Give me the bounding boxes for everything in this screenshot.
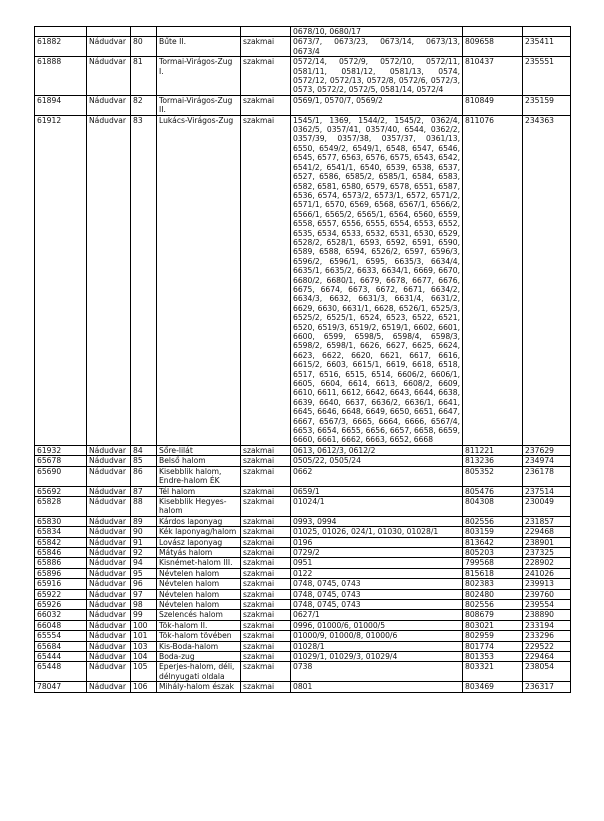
- table-row: [35, 568, 571, 578]
- site-name-cell: Lovász laponyag: [157, 537, 241, 547]
- serial-cell: 101: [131, 631, 157, 641]
- settlement-cell: Nádudvar: [87, 631, 131, 641]
- eov-x-cell: 236178: [523, 466, 571, 486]
- site-id-cell: 65444: [35, 652, 87, 662]
- serial-cell: 94: [131, 558, 157, 568]
- site-id-cell: 65926: [35, 599, 87, 609]
- eov-x-cell: [523, 27, 571, 37]
- site-id-cell: 61912: [35, 115, 87, 445]
- eov-x-cell: 239913: [523, 579, 571, 589]
- site-id-cell: 65830: [35, 516, 87, 526]
- serial-cell: 92: [131, 547, 157, 557]
- eov-x-cell: 233296: [523, 631, 571, 641]
- serial-cell: 84: [131, 445, 157, 455]
- parcel-list-cell: 01028/1: [291, 641, 463, 651]
- table-row: [35, 527, 571, 537]
- eov-y-cell: 802383: [463, 579, 523, 589]
- category-cell: szakmai: [241, 496, 291, 516]
- site-id-cell: 65690: [35, 466, 87, 486]
- parcel-list-cell: 0662: [291, 466, 463, 486]
- site-id-cell: 66048: [35, 620, 87, 630]
- table-row: [35, 662, 571, 682]
- settlement-cell: Nádudvar: [87, 95, 131, 115]
- eov-x-cell: 238054: [523, 662, 571, 682]
- category-cell: szakmai: [241, 486, 291, 496]
- eov-x-cell: 228902: [523, 558, 571, 568]
- parcel-list-cell: 0505/22, 0505/24: [291, 456, 463, 466]
- category-cell: szakmai: [241, 445, 291, 455]
- category-cell: szakmai: [241, 537, 291, 547]
- table-row: [35, 57, 571, 96]
- eov-y-cell: 813642: [463, 537, 523, 547]
- site-name-cell: [157, 27, 241, 37]
- table-row: [35, 37, 571, 57]
- eov-x-cell: 229468: [523, 527, 571, 537]
- parcel-list-cell: 0951: [291, 558, 463, 568]
- category-cell: szakmai: [241, 631, 291, 641]
- site-id-cell: 65916: [35, 579, 87, 589]
- site-name-cell: Boda-zug: [157, 652, 241, 662]
- parcel-list-cell: 0738: [291, 662, 463, 682]
- site-name-cell: Kisebblik Hegyes-halom: [157, 496, 241, 516]
- serial-cell: 86: [131, 466, 157, 486]
- parcel-list-cell: 01025, 01026, 024/1, 01030, 01028/1: [291, 527, 463, 537]
- eov-y-cell: 803469: [463, 682, 523, 692]
- eov-y-cell: 801353: [463, 652, 523, 662]
- site-id-cell: 65554: [35, 631, 87, 641]
- eov-x-cell: 229522: [523, 641, 571, 651]
- table-row: [35, 95, 571, 115]
- eov-y-cell: 809658: [463, 37, 523, 57]
- eov-y-cell: 808679: [463, 610, 523, 620]
- eov-x-cell: 238901: [523, 537, 571, 547]
- category-cell: szakmai: [241, 516, 291, 526]
- parcel-list-cell: 0678/10, 0680/17: [291, 27, 463, 37]
- settlement-cell: Nádudvar: [87, 496, 131, 516]
- eov-x-cell: 235159: [523, 95, 571, 115]
- site-name-cell: Tél halom: [157, 486, 241, 496]
- site-id-cell: 65886: [35, 558, 87, 568]
- table-row: [35, 27, 571, 37]
- eov-x-cell: 238890: [523, 610, 571, 620]
- serial-cell: 89: [131, 516, 157, 526]
- settlement-cell: Nádudvar: [87, 445, 131, 455]
- settlement-cell: Nádudvar: [87, 466, 131, 486]
- eov-x-cell: 230049: [523, 496, 571, 516]
- eov-y-cell: 803021: [463, 620, 523, 630]
- site-id-cell: 65834: [35, 527, 87, 537]
- serial-cell: 106: [131, 682, 157, 692]
- site-name-cell: Mihály-halom észak: [157, 682, 241, 692]
- serial-cell: 80: [131, 37, 157, 57]
- site-id-cell: 65828: [35, 496, 87, 516]
- serial-cell: 83: [131, 115, 157, 445]
- settlement-cell: Nádudvar: [87, 37, 131, 57]
- eov-x-cell: 233194: [523, 620, 571, 630]
- site-name-cell: Névtelen halom: [157, 579, 241, 589]
- settlement-cell: Nádudvar: [87, 641, 131, 651]
- eov-y-cell: 815618: [463, 568, 523, 578]
- eov-x-cell: 236317: [523, 682, 571, 692]
- site-name-cell: Kisebblik halom, Endre-halom ÉK: [157, 466, 241, 486]
- eov-x-cell: 234363: [523, 115, 571, 445]
- site-name-cell: Sőre-lilát: [157, 445, 241, 455]
- table-row: [35, 599, 571, 609]
- settlement-cell: Nádudvar: [87, 486, 131, 496]
- eov-y-cell: 802556: [463, 599, 523, 609]
- eov-y-cell: 811076: [463, 115, 523, 445]
- serial-cell: [131, 27, 157, 37]
- serial-cell: 82: [131, 95, 157, 115]
- parcel-list-cell: 0122: [291, 568, 463, 578]
- settlement-cell: Nádudvar: [87, 527, 131, 537]
- eov-y-cell: [463, 27, 523, 37]
- table-row: [35, 589, 571, 599]
- settlement-cell: Nádudvar: [87, 516, 131, 526]
- eov-x-cell: 239760: [523, 589, 571, 599]
- settlement-cell: Nádudvar: [87, 558, 131, 568]
- category-cell: szakmai: [241, 456, 291, 466]
- table-row: [35, 631, 571, 641]
- table-row: [35, 558, 571, 568]
- serial-cell: 85: [131, 456, 157, 466]
- site-id-cell: 65692: [35, 486, 87, 496]
- site-name-cell: Mátyás halom: [157, 547, 241, 557]
- eov-y-cell: 804308: [463, 496, 523, 516]
- settlement-cell: Nádudvar: [87, 682, 131, 692]
- site-name-cell: Eperjes-halom, déli, délnyugati oldala: [157, 662, 241, 682]
- serial-cell: 97: [131, 589, 157, 599]
- table-row: [35, 456, 571, 466]
- settlement-cell: Nádudvar: [87, 456, 131, 466]
- category-cell: szakmai: [241, 620, 291, 630]
- site-name-cell: Tök-halom II.: [157, 620, 241, 630]
- site-name-cell: Belső halom: [157, 456, 241, 466]
- parcel-list-cell: 0659/1: [291, 486, 463, 496]
- site-id-cell: 66032: [35, 610, 87, 620]
- eov-x-cell: 237629: [523, 445, 571, 455]
- site-name-cell: Tormai-Virágos-Zug I.: [157, 57, 241, 96]
- table-row: [35, 547, 571, 557]
- site-id-cell: 61882: [35, 37, 87, 57]
- site-name-cell: Bűte II.: [157, 37, 241, 57]
- settlement-cell: Nádudvar: [87, 599, 131, 609]
- serial-cell: 104: [131, 652, 157, 662]
- serial-cell: 91: [131, 537, 157, 547]
- serial-cell: 103: [131, 641, 157, 651]
- site-id-cell: 65922: [35, 589, 87, 599]
- site-name-cell: Kék laponyag/halom: [157, 527, 241, 537]
- eov-x-cell: 231857: [523, 516, 571, 526]
- site-name-cell: Kis-Boda-halom: [157, 641, 241, 651]
- site-name-cell: Kisnémet-halom III.: [157, 558, 241, 568]
- category-cell: szakmai: [241, 662, 291, 682]
- settlement-cell: Nádudvar: [87, 610, 131, 620]
- table-row: [35, 537, 571, 547]
- parcel-list-cell: 0801: [291, 682, 463, 692]
- site-id-cell: [35, 27, 87, 37]
- parcel-list-cell: 0627/1: [291, 610, 463, 620]
- site-id-cell: 65896: [35, 568, 87, 578]
- site-id-cell: 61932: [35, 445, 87, 455]
- table-row: [35, 516, 571, 526]
- eov-x-cell: 237514: [523, 486, 571, 496]
- settlement-cell: Nádudvar: [87, 579, 131, 589]
- parcel-list-cell: 01024/1: [291, 496, 463, 516]
- parcel-list-cell: 0729/2: [291, 547, 463, 557]
- category-cell: [241, 27, 291, 37]
- table-row: [35, 115, 571, 445]
- eov-y-cell: 801774: [463, 641, 523, 651]
- serial-cell: 95: [131, 568, 157, 578]
- eov-x-cell: 234974: [523, 456, 571, 466]
- site-name-cell: Szelencés halom: [157, 610, 241, 620]
- eov-x-cell: 229464: [523, 652, 571, 662]
- parcel-list-cell: 0196: [291, 537, 463, 547]
- eov-y-cell: 805352: [463, 466, 523, 486]
- category-cell: szakmai: [241, 547, 291, 557]
- eov-y-cell: 811221: [463, 445, 523, 455]
- category-cell: szakmai: [241, 115, 291, 445]
- parcel-list-cell: 0572/14, 0572/9, 0572/10, 0572/11, 0581/11, 0581/12, 0581/13, 0574, 0572/12, 0572/13, 0572/8, 0572/6, 0572/3, 0573, 0572/2, 0572/5, 0581/14, 0572/4: [291, 57, 463, 96]
- table-row: [35, 466, 571, 486]
- site-id-cell: 65846: [35, 547, 87, 557]
- site-name-cell: Névtelen halom: [157, 589, 241, 599]
- parcel-list-cell: 0993, 0994: [291, 516, 463, 526]
- parcel-list-cell: 1545/1, 1369, 1544/2, 1545/2, 0362/4, 0362/5, 0357/41, 0357/40, 6544, 0362/2, 0357/39, 0357/38, 0357/37, 0361/13, 6550, 6549/2, 6549/1, 6548, 6547, 6546, 6545, 6577, 6563, 6576, 6575, 6543, 6542, 6541/2, 6541/1, 6540, 6539, 6538, 6537, 6527, 6586, 6585/2, 6585/1, 6584, 6583, 6582, 6581, 6580, 6579, 6578, 6551, 6587, 6536, 6574, 6573/2, 6573/1, 6572, 6571/2, 6571/1, 6570, 6569, 6568, 6567/1, 6566/2, 6566/1, 6565/2, 6565/1, 6564, 6560, 6559, 6558, 6557, 6556, 6555, 6554, 6553, 6552, 6535, 6534, 6533, 6532, 6531, 6530, 6529, 6528/2, 6528/1, 6593, 6592, 6591, 6590, 6589, 6588, 6594, 6526/2, 6597, 6596/3, 6596/2, 6596/1, 6595, 6635/3, 6634/4, 6635/1, 6635/2, 6633, 6634/1, 6669, 6670, 6680/2, 6680/1, 6679, 6678, 6677, 6676, 6675, 6674, 6673, 6672, 6671, 6634/2, 6634/3, 6632, 6631/3, 6631/4, 6631/2, 6629, 6630, 6631/1, 6628, 6526/1, 6525/3, 6525/2, 6525/1, 6524, 6523, 6522, 6521, 6520, 6519/3, 6519/2, 6519/1, 6602, 6601, 6600, 6599, 6598/5, 6598/4, 6598/3, 6598/2, 6598/1, 6626, 6627, 6625, 6624, 6623, 6622, 6620, 6621, 6617, 6616, 6615/2, 6603, 6615/1, 6619, 6618, 6518, 6517, 6516, 6515, 6514, 6606/2, 6606/1, 6605, 6604, 6614, 6613, 6608/2, 6609, 6610, 6611, 6612, 6642, 6643, 6644, 6638, 6639, 6640, 6637, 6636/2, 6636/1, 6641, 6645, 6646, 6648, 6649, 6650, 6651, 6647, 6667, 6567/3, 6665, 6664, 6666, 6567/4, 6653, 6654, 6655, 6656, 6657, 6658, 6659, 6660, 6661, 6662, 6663, 6652, 6668: [291, 115, 463, 445]
- table-row: [35, 486, 571, 496]
- category-cell: szakmai: [241, 568, 291, 578]
- eov-x-cell: 241026: [523, 568, 571, 578]
- settlement-cell: [87, 27, 131, 37]
- category-cell: szakmai: [241, 652, 291, 662]
- serial-cell: 99: [131, 610, 157, 620]
- eov-y-cell: 803321: [463, 662, 523, 682]
- settlement-cell: Nádudvar: [87, 57, 131, 96]
- site-id-cell: 61888: [35, 57, 87, 96]
- site-id-cell: 78047: [35, 682, 87, 692]
- parcel-list-cell: 0748, 0745, 0743: [291, 579, 463, 589]
- eov-y-cell: 803159: [463, 527, 523, 537]
- settlement-cell: Nádudvar: [87, 589, 131, 599]
- site-id-cell: 65684: [35, 641, 87, 651]
- category-cell: szakmai: [241, 95, 291, 115]
- category-cell: szakmai: [241, 589, 291, 599]
- parcel-list-cell: 0673/7, 0673/23, 0673/14, 0673/13, 0673/4: [291, 37, 463, 57]
- parcel-list-cell: 0748, 0745, 0743: [291, 599, 463, 609]
- eov-y-cell: 805476: [463, 486, 523, 496]
- settlement-cell: Nádudvar: [87, 662, 131, 682]
- category-cell: szakmai: [241, 579, 291, 589]
- parcel-list-cell: 01029/1, 01029/3, 01029/4: [291, 652, 463, 662]
- eov-y-cell: 802959: [463, 631, 523, 641]
- settlement-cell: Nádudvar: [87, 115, 131, 445]
- category-cell: szakmai: [241, 682, 291, 692]
- heritage-site-table: [34, 26, 571, 693]
- category-cell: szakmai: [241, 466, 291, 486]
- category-cell: szakmai: [241, 37, 291, 57]
- table-row: [35, 682, 571, 692]
- serial-cell: 100: [131, 620, 157, 630]
- eov-y-cell: 805203: [463, 547, 523, 557]
- category-cell: szakmai: [241, 599, 291, 609]
- settlement-cell: Nádudvar: [87, 537, 131, 547]
- parcel-list-cell: 0569/1, 0570/7, 0569/2: [291, 95, 463, 115]
- table-row: [35, 610, 571, 620]
- serial-cell: 98: [131, 599, 157, 609]
- serial-cell: 87: [131, 486, 157, 496]
- eov-y-cell: 802556: [463, 516, 523, 526]
- site-name-cell: Tök-halom tövében: [157, 631, 241, 641]
- site-id-cell: 65448: [35, 662, 87, 682]
- table-row: [35, 579, 571, 589]
- eov-x-cell: 239554: [523, 599, 571, 609]
- settlement-cell: Nádudvar: [87, 568, 131, 578]
- category-cell: szakmai: [241, 610, 291, 620]
- table-row: [35, 620, 571, 630]
- site-name-cell: Névtelen halom: [157, 568, 241, 578]
- table-row: [35, 641, 571, 651]
- site-name-cell: Tormai-Virágos-Zug II.: [157, 95, 241, 115]
- serial-cell: 96: [131, 579, 157, 589]
- serial-cell: 105: [131, 662, 157, 682]
- site-id-cell: 61894: [35, 95, 87, 115]
- site-name-cell: Lukács-Virágos-Zug: [157, 115, 241, 445]
- eov-x-cell: 235411: [523, 37, 571, 57]
- category-cell: szakmai: [241, 558, 291, 568]
- eov-x-cell: 235551: [523, 57, 571, 96]
- table-row: [35, 652, 571, 662]
- parcel-list-cell: 0748, 0745, 0743: [291, 589, 463, 599]
- eov-y-cell: 802480: [463, 589, 523, 599]
- eov-x-cell: 237325: [523, 547, 571, 557]
- site-id-cell: 65842: [35, 537, 87, 547]
- parcel-list-cell: 0613, 0612/3, 0612/2: [291, 445, 463, 455]
- serial-cell: 88: [131, 496, 157, 516]
- serial-cell: 81: [131, 57, 157, 96]
- category-cell: szakmai: [241, 641, 291, 651]
- site-id-cell: 65678: [35, 456, 87, 466]
- eov-y-cell: 810849: [463, 95, 523, 115]
- document-page: [34, 26, 570, 693]
- serial-cell: 90: [131, 527, 157, 537]
- settlement-cell: Nádudvar: [87, 547, 131, 557]
- eov-y-cell: 813236: [463, 456, 523, 466]
- table-row: [35, 496, 571, 516]
- category-cell: szakmai: [241, 57, 291, 96]
- site-name-cell: Kárdos laponyag: [157, 516, 241, 526]
- eov-y-cell: 810437: [463, 57, 523, 96]
- settlement-cell: Nádudvar: [87, 652, 131, 662]
- category-cell: szakmai: [241, 527, 291, 537]
- site-name-cell: Névtelen halom: [157, 599, 241, 609]
- parcel-list-cell: 0996, 01000/6, 01000/5: [291, 620, 463, 630]
- settlement-cell: Nádudvar: [87, 620, 131, 630]
- parcel-list-cell: 01000/9, 01000/8, 01000/6: [291, 631, 463, 641]
- eov-y-cell: 799568: [463, 558, 523, 568]
- table-row: [35, 445, 571, 455]
